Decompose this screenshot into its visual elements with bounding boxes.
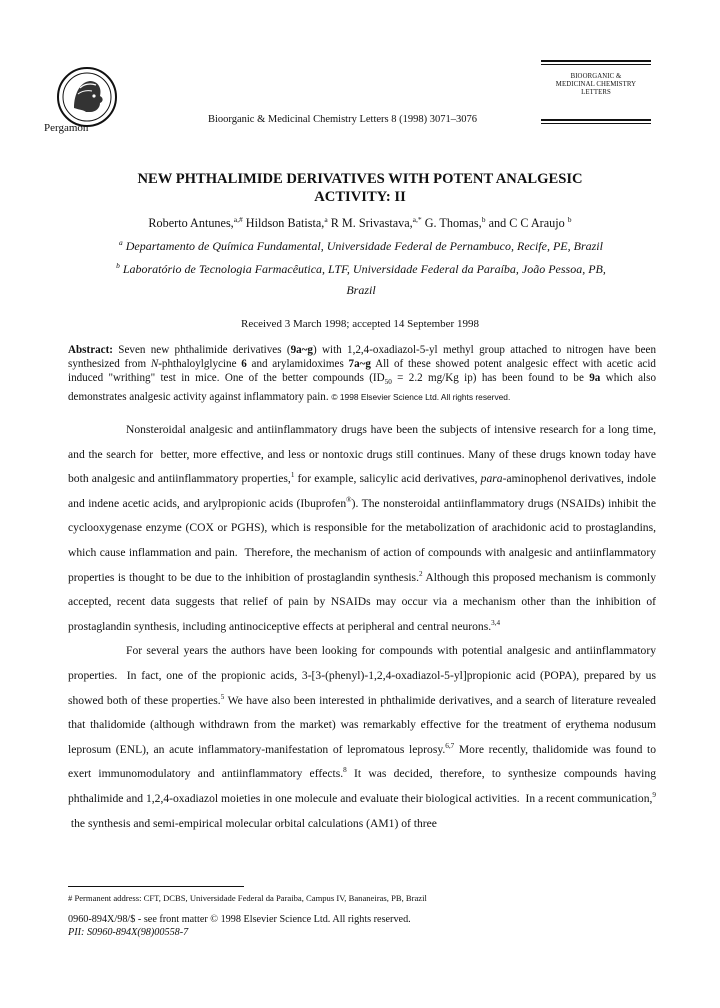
pii-line: PII: S0960-894X(98)00558-7 — [68, 927, 189, 938]
footnote: # Permanent address: CFT, DCBS, Universidade Federal da Paraiba, Campus IV, Bananeiras, PB, Brazil — [68, 893, 427, 903]
publisher-logo — [56, 66, 118, 128]
affiliation-a: $^a$ Departamento de Química Fundamental, Universidade Federal de Pernambuco, Recife, PE, Brazil — [119, 238, 603, 253]
affiliation-b-text: Laboratório de Tecnologia Farmacêutica, LTF, Universidade Federal da Paraíba, João Pessoa, PB, — [122, 262, 606, 276]
title-line: NEW PHTHALIMIDE DERIVATIVES WITH POTENT ANALGESIC — [137, 171, 583, 187]
abstract: Abstract: Seven new phthalimide derivatives (9a~g) with 1,2,4-oxadiazol-5-yl methyl group attached to nitrogen have been synthesized from N-phthaloylglycine 6 and arylamidoximes 7a~g All of these showed potent analgesic effect with acetic acid induced "writhing" test in mice. One of the better compounds ($ID_{50} = 2.2$ mg/Kg ip) has been found to be 9a which also demonstrates analgesic activity against inflammatory pain. © 1998 Elsevier Science Ltd. All rights reserved. — [68, 344, 657, 403]
journal-masthead — [541, 60, 651, 124]
received-dates: Received 3 March 1998; accepted 14 September 1998 — [241, 318, 479, 330]
body-paragraph-2: For several years the authors have been looking for compounds with potential analgesic and antiinflammatory properties. In fact, one of the propionic acids, 3-[3-(phenyl)-1,2,4-oxadiazol-5-yl]propionic acid (POPA), prepared by us showed both of these properties.$^5$ We have also been interested in phthalimide derivatives, and a search of literature revealed that thalidomide (although withdrawn from the market) was remarkably effective for the treatment of erythema nodusum leprosum (ENL), an acute inflammatory-manifestation of lepromatous leprosy.$^{6,7}$ More recently, thalidomide was found to exert immunomodulatory and antiinflammatory effects.$^8$ It was decided, therefore, to synthesize compounds having phthalimide and 1,2,4-oxadiazol moieties in one molecule and evaluate their biological activities. In a recent communication,$^9$ the synthesis and semi-empirical molecular orbital calculations (AM1) of three — [68, 644, 656, 830]
abstract-label: Abstract: — [68, 344, 113, 356]
body-paragraph-1: Nonsteroidal analgesic and antiinflammatory drugs have been the subjects of intensive research for a long time, and the search for better, more effective, and less or nontoxic drugs still continues. Many of these drugs known today have both analgesic and antiinflammatory properties,$^1$ for example, salicylic acid derivatives, para-aminophenol derivatives, indole and indene acetic acids, and arylpropionic acids (Ibuprofen®). The nonsteroidal antiinflammatory drugs (NSAIDs) inhibit the cyclooxygenase enzyme (COX or PGHS), which is responsible for the metabolization of arachidonic acid to prostaglandins, which cause inflammation and pain. Therefore, the mechanism of action of compounds with analgesic and antiinflammatory properties is thought to be due to the inhibition of prostaglandin synthesis.$^2$ Although this proposed mechanism is commonly accepted, recent data suggests that relief of pain by NSAIDs may occur via a mechanism other than the inhibition of prostaglandin synthesis, including antinociceptive effects at peripheral and central neurons.$^{3,4}$ — [68, 423, 657, 633]
abstract-copyright: © 1998 Elsevier Science Ltd. All rights reserved. — [331, 391, 511, 402]
masthead-line: MEDICINAL CHEMISTRY — [555, 81, 637, 88]
affiliation-b: $^b$ Laboratório de Tecnologia Farmacêutica, LTF, Universidade Federal da Paraíba, João Pessoa, PB, Brazil — [116, 261, 606, 297]
masthead-text — [541, 65, 651, 97]
article-title — [100, 170, 620, 206]
masthead-line: BIOORGANIC & — [570, 73, 622, 80]
affiliation-b-text-2: Brazil — [346, 283, 376, 297]
masthead-bottom-rule-thin — [541, 123, 651, 124]
footnote-rule — [68, 886, 244, 887]
issn-line: 0960-894X/98/$ - see front matter © 1998 Elsevier Science Ltd. All rights reserved. — [68, 914, 411, 925]
masthead-top-rule — [541, 60, 651, 62]
issn-block — [68, 913, 411, 939]
affiliation-a-text: Departamento de Química Fundamental, Universidade Federal de Pernambuco, Recife, PE, Brazil — [125, 239, 603, 253]
masthead-bottom-rule — [541, 119, 651, 121]
publisher-name: Pergamon — [44, 122, 89, 134]
author-list: Roberto Antunes,$^{a,\#}$ Hildson Batista,$^a$ R M. Srivastava,$^{a,*}$ G. Thomas,$^b$ and C C Araujo $^b$ — [148, 214, 572, 230]
body-text — [68, 418, 656, 836]
masthead-line: LETTERS — [581, 89, 611, 96]
journal-citation: Bioorganic & Medicinal Chemistry Letters 8 (1998) 3071–3076 — [208, 114, 477, 125]
title-line: ACTIVITY: II — [314, 189, 406, 205]
